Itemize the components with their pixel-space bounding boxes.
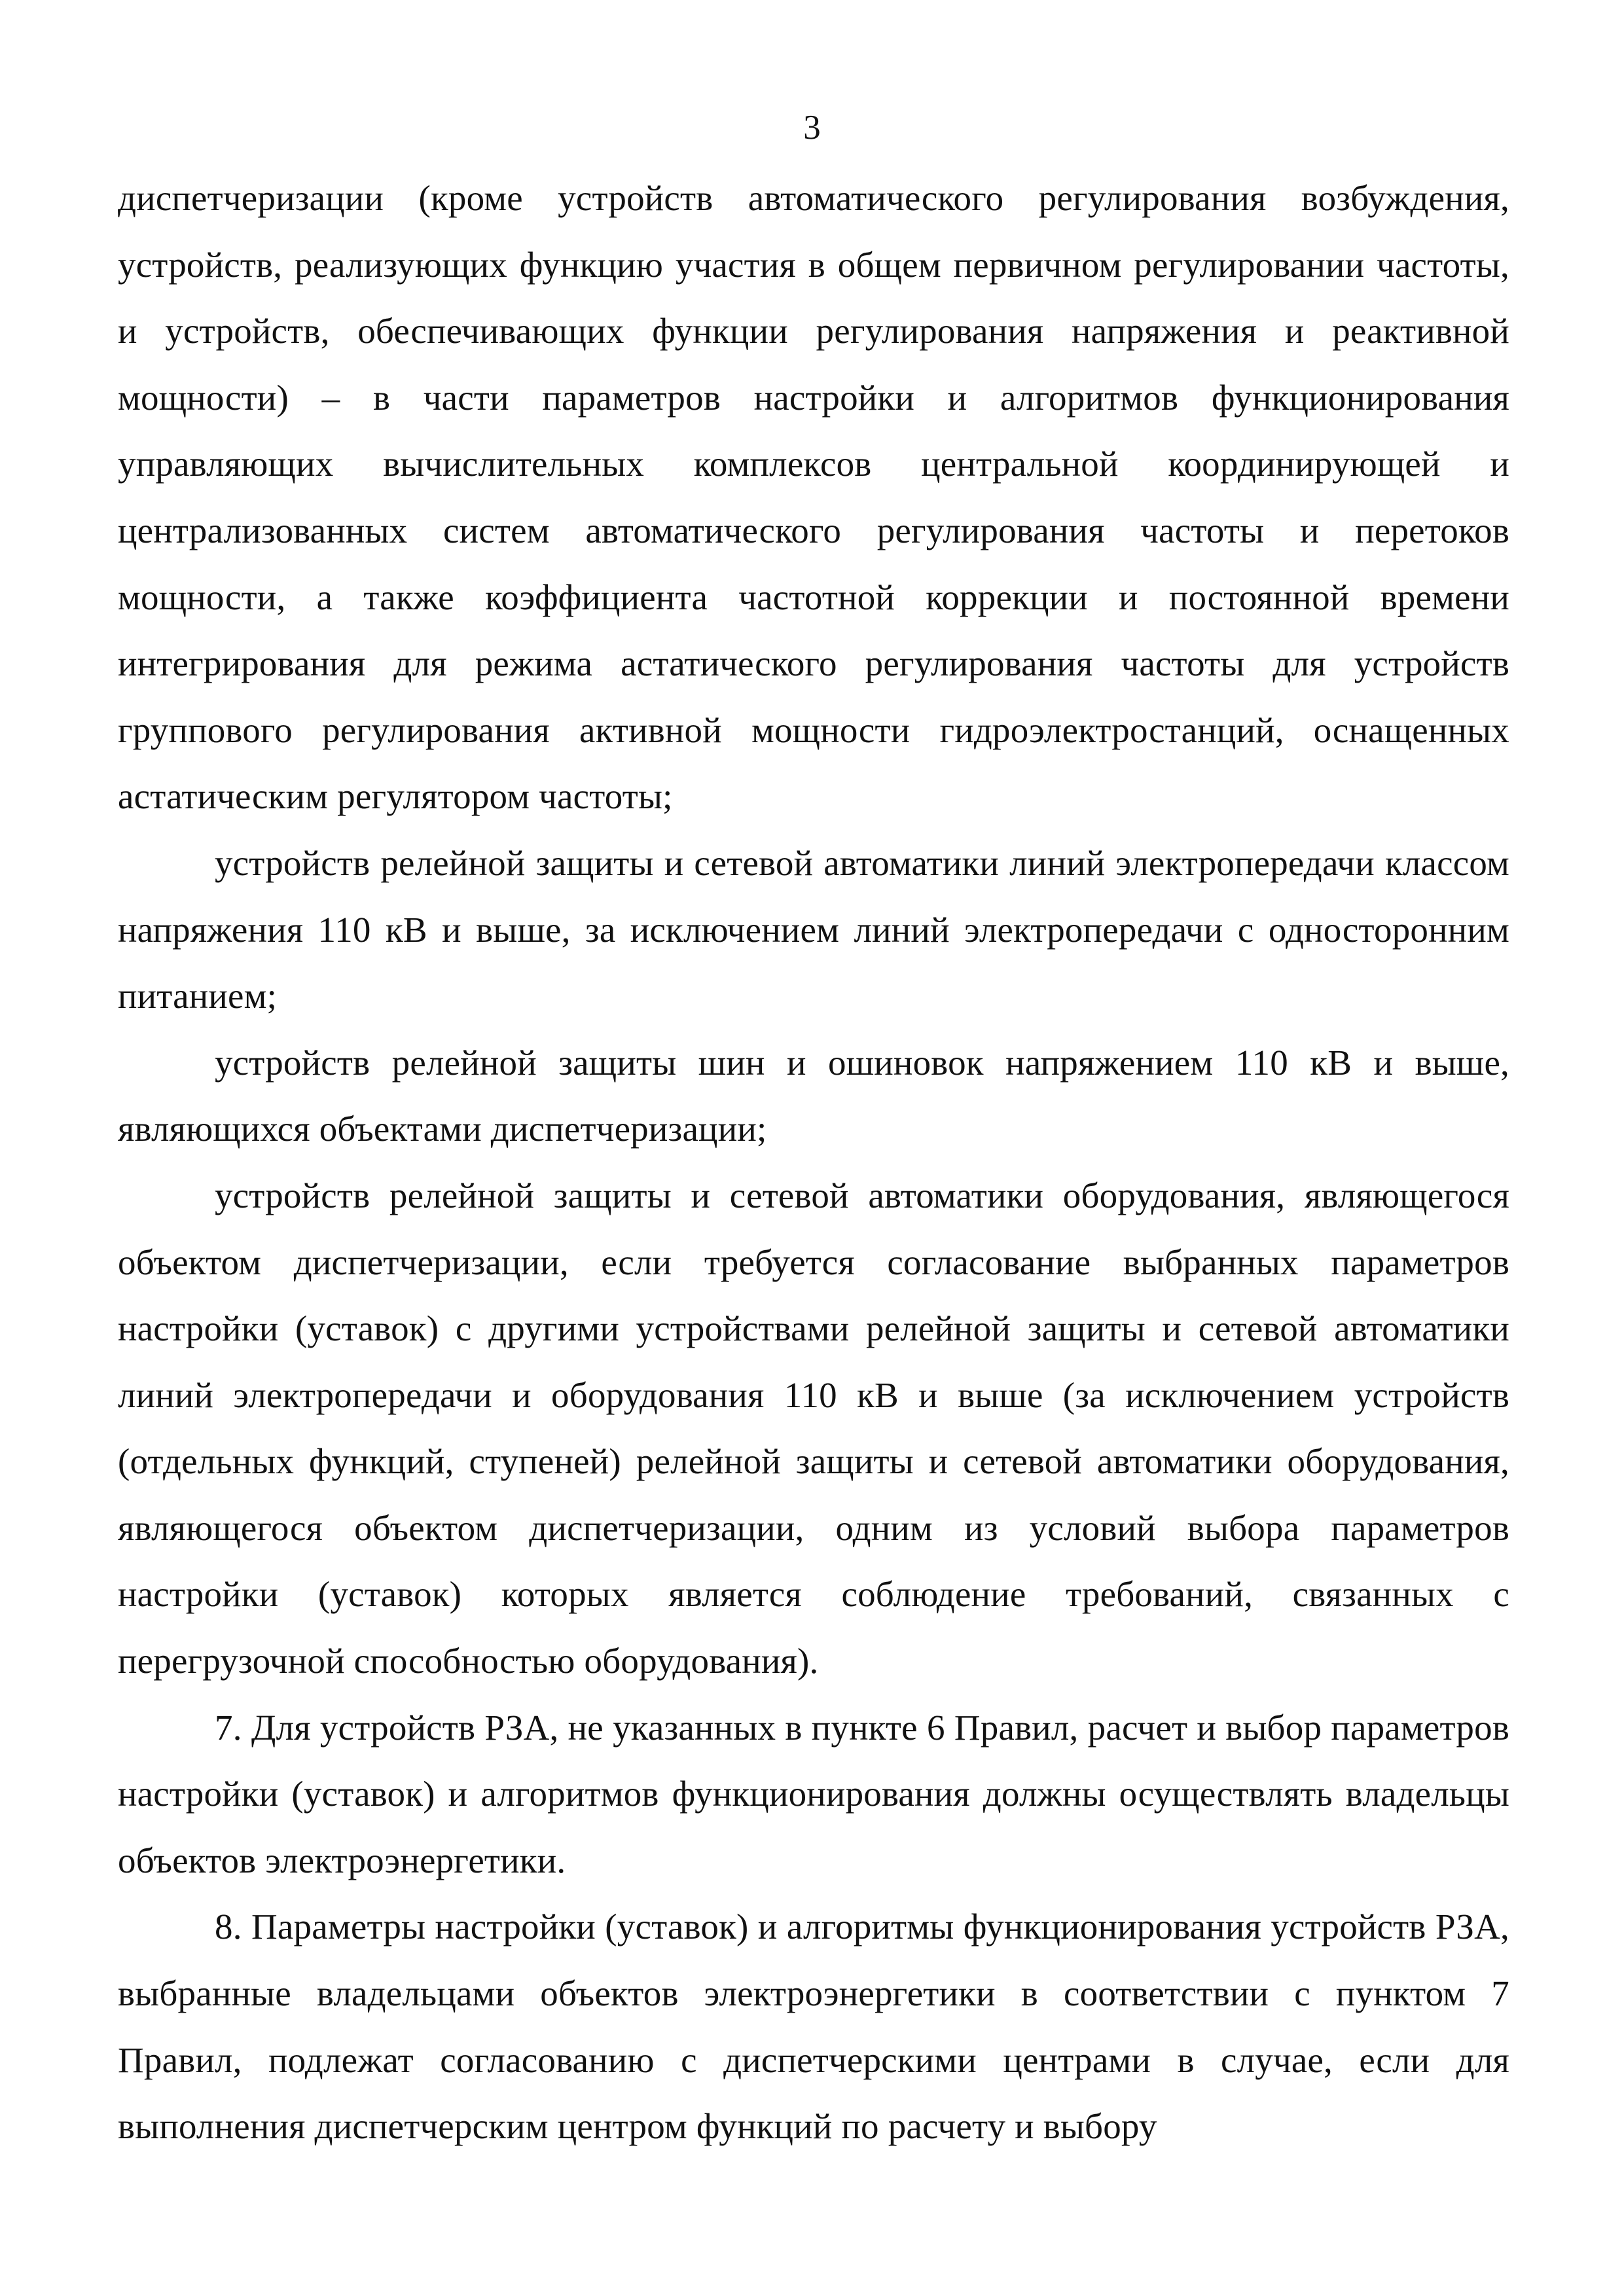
paragraph-continuation: диспетчеризации (кроме устройств автоматического регулирования возбуждения, устройств, реализующих функцию участия в общем первичном регулировании частоты, и устройств, обеспечивающих функции регулирования напряжения и реактивной мощности) – в части параметров настройки и алгоритмов функционирования управляющих вычислительных комплексов центральной координирующей и централизованных систем автоматического регулирования частоты и перетоков мощности, а также коэффициента частотной коррекции и постоянной времени интегрирования для режима астатического регулирования частоты для устройств группового регулирования активной мощности гидроэлектростанций, оснащенных астатическим регулятором частоты; bbox=[118, 178, 1509, 817]
paragraph-bus-protection: устройств релейной защиты шин и ошиновок напряжением 110 кВ и выше, являющихся объектами диспетчеризации; bbox=[118, 1042, 1509, 1149]
paragraph-equipment-protection: устройств релейной защиты и сетевой автоматики оборудования, являющегося объектом диспетчеризации, если требуется согласование выбранных параметров настройки (уставок) с другими устройствами релейной защиты и сетевой автоматики линий электропередачи и оборудования 110 кВ и выше (за исключением устройств (отдельных функций, ступеней) релейной защиты и сетевой автоматики оборудования, являющегося объектом диспетчеризации, одним из условий выбора параметров настройки (уставок) которых является соблюдение требований, связанных с перегрузочной способностью оборудования). bbox=[118, 1175, 1509, 1681]
paragraph-clause-8: 8. Параметры настройки (уставок) и алгоритмы функционирования устройств РЗА, выбранные владельцами объектов электроэнергетики в соответствии с пунктом 7 Правил, подлежат согласованию с диспетчерскими центрами в случае, если для выполнения диспетчерским центром функций по расчету и выбору bbox=[118, 1907, 1509, 2147]
paragraph-clause-7: 7. Для устройств РЗА, не указанных в пункте 6 Правил, расчет и выбор параметров настройки (уставок) и алгоритмов функционирования должны осуществлять владельцы объектов электроэнергетики. bbox=[118, 1707, 1509, 1880]
document-body bbox=[118, 165, 1509, 2160]
paragraph-line-protection: устройств релейной защиты и сетевой автоматики линий электропередачи классом напряжения 110 кВ и выше, за исключением линий электропередачи с односторонним питанием; bbox=[118, 842, 1509, 1016]
page-number: 3 bbox=[803, 109, 821, 147]
